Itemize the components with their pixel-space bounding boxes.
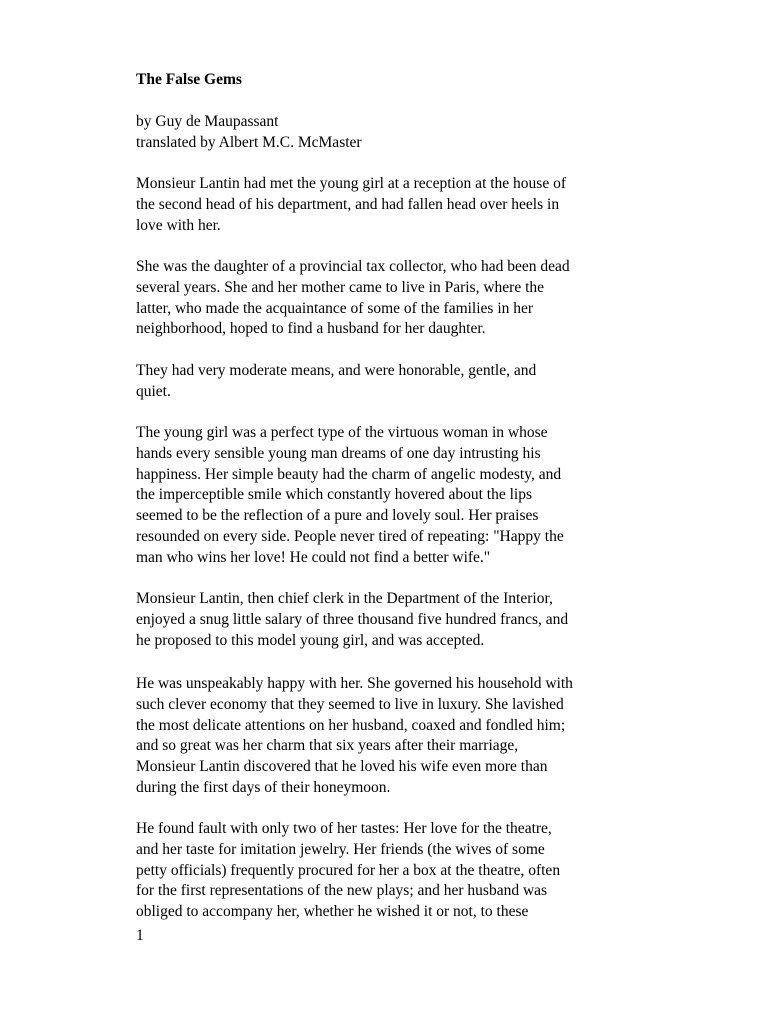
text-line: She was the daughter of a provincial tax collector, who had been dead: [136, 258, 570, 275]
document-title: The False Gems: [136, 71, 242, 88]
text-line: enjoyed a snug little salary of three thousand five hundred francs, and: [136, 610, 569, 628]
translator-line: translated by Albert M.C. McMaster: [136, 133, 362, 151]
paragraph-4: [136, 423, 656, 569]
text-line: he proposed to this model young girl, and was accepted.: [136, 631, 485, 649]
text-line: Monsieur Lantin, then chief clerk in the Department of the Interior,: [136, 590, 553, 607]
text-line: happiness. Her simple beauty had the charm of angelic modesty, and: [136, 465, 562, 483]
paragraph-5: [136, 589, 656, 651]
paragraph-1: [136, 174, 656, 236]
text-line: Monsieur Lantin discovered that he loved his wife even more than: [136, 758, 548, 776]
author-line: by Guy de Maupassant: [136, 113, 279, 130]
text-line: They had very moderate means, and were honorable, gentle, and: [136, 362, 537, 379]
text-line: during the first days of their honeymoon.: [136, 778, 391, 796]
text-line: hands every sensible young man dreams of one day intrusting his: [136, 444, 541, 462]
paragraph-6: [136, 674, 656, 799]
text-line: and her taste for imitation jewelry. Her friends (the wives of some: [136, 840, 545, 858]
text-line: neighborhood, hoped to find a husband for her daughter.: [136, 320, 486, 338]
text-line: several years. She and her mother came to live in Paris, where the: [136, 278, 545, 296]
text-line: petty officials) frequently procured for her a box at the theatre, often: [136, 861, 561, 879]
text-line: man who wins her love! He could not find a better wife.": [136, 548, 491, 566]
text-line: the second head of his department, and had fallen head over heels in: [136, 195, 560, 213]
text-line: obliged to accompany her, whether he wished it or not, to these: [136, 903, 529, 921]
page-number: 1: [136, 927, 144, 944]
text-line: such clever economy that they seemed to live in luxury. She lavished: [136, 695, 564, 713]
text-line: love with her.: [136, 216, 221, 234]
text-line: seemed to be the reflection of a pure and lovely soul. Her praises: [136, 507, 539, 525]
byline: [136, 112, 362, 154]
text-line: He was unspeakably happy with her. She governed his household with: [136, 675, 573, 692]
paragraph-2: [136, 257, 656, 340]
text-line: the imperceptible smile which constantly hovered about the lips: [136, 486, 533, 504]
text-line: The young girl was a perfect type of the virtuous woman in whose: [136, 424, 548, 441]
paragraph-7: [136, 819, 656, 923]
text-line: the most delicate attentions on her husband, coaxed and fondled him;: [136, 716, 566, 734]
text-line: quiet.: [136, 382, 171, 400]
paragraph-3: [136, 361, 656, 403]
text-line: Monsieur Lantin had met the young girl at a reception at the house of: [136, 175, 567, 192]
text-line: latter, who made the acquaintance of some of the families in her: [136, 299, 534, 317]
text-line: for the first representations of the new plays; and her husband was: [136, 882, 548, 900]
text-line: resounded on every side. People never tired of repeating: "Happy the: [136, 527, 564, 545]
text-line: He found fault with only two of her tastes: Her love for the theatre,: [136, 820, 552, 837]
text-line: and so great was her charm that six years after their marriage,: [136, 737, 519, 755]
